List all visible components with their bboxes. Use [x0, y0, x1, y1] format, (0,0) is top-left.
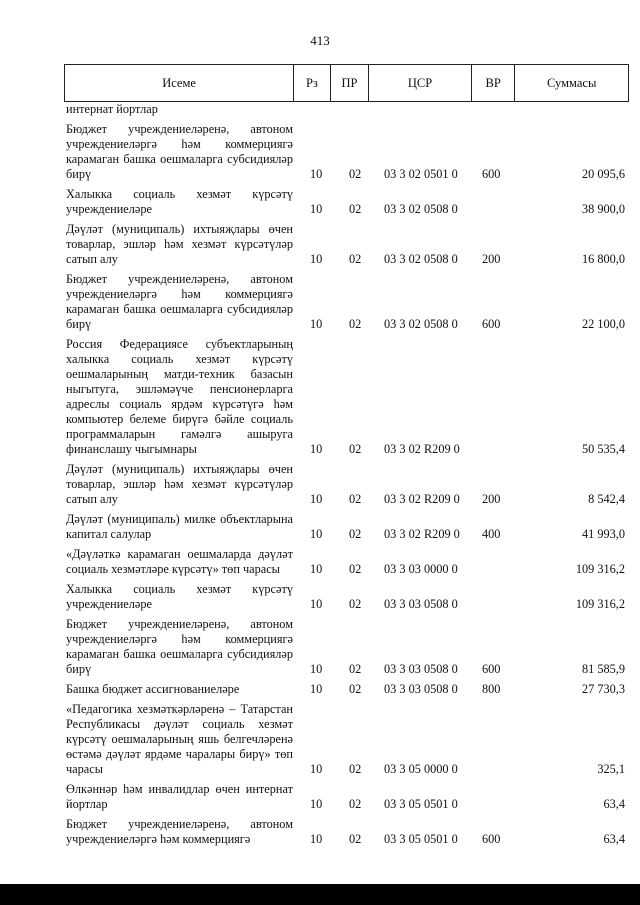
- row-vr: 200: [482, 492, 501, 506]
- table-row: [66, 617, 629, 677]
- table-row: [66, 102, 629, 117]
- row-vr: 600: [482, 167, 501, 181]
- row-csr: 03 3 02 R209 0: [384, 442, 460, 456]
- table-row: [66, 782, 629, 812]
- row-csr: 03 3 02 R209 0: [384, 492, 460, 506]
- scan-border: [0, 884, 640, 905]
- table-row: [66, 702, 629, 777]
- row-rz: 10: [310, 662, 323, 676]
- row-name: Бюджет учреждениеләренә, автоном учреждениеләргә һәм коммерциягә карамаган башка оешмаларга субсидияләр бирү: [66, 617, 293, 676]
- table-row: [66, 122, 629, 182]
- row-vr: 200: [482, 252, 501, 266]
- row-pr: 02: [349, 832, 362, 846]
- row-pr: 02: [349, 492, 362, 506]
- row-csr: 03 3 05 0501 0: [384, 832, 458, 846]
- row-vr: 400: [482, 527, 501, 541]
- row-name: Башка бюджет ассигнованиеләре: [66, 682, 240, 696]
- row-rz: 10: [310, 252, 323, 266]
- row-pr: 02: [349, 597, 362, 611]
- row-rz: 10: [310, 797, 323, 811]
- table-row: [66, 222, 629, 267]
- row-csr: 03 3 02 R209 0: [384, 527, 460, 541]
- row-pr: 02: [349, 317, 362, 331]
- row-rz: 10: [310, 442, 323, 456]
- row-sum: 109 316,2: [575, 597, 625, 611]
- row-vr: 600: [482, 832, 501, 846]
- row-pr: 02: [349, 662, 362, 676]
- row-csr: 03 3 03 0508 0: [384, 682, 458, 696]
- row-name: Дәүләт (муниципаль) милке объектларына капитал салулар: [66, 512, 293, 541]
- row-name: «Педагогика хезмәткәрләренә – Татарстан Республикасы дәүләт социаль хезмәт күрсәтү оешмаларының яшь белгечләренә өстәмә дәүләт ярдәме чаралары бирү» төп чарасы: [66, 702, 293, 776]
- row-pr: 02: [349, 167, 362, 181]
- row-sum: 109 316,2: [575, 562, 625, 576]
- row-name: Бюджет учреждениеләренә, автоном учреждениеләргә һәм коммерциягә карамаган башка оешмаларга субсидияләр бирү: [66, 272, 293, 331]
- row-rz: 10: [310, 832, 323, 846]
- row-vr: 600: [482, 662, 501, 676]
- row-vr: 800: [482, 682, 501, 696]
- row-name: Бюджет учреждениеләренә, автоном учреждениеләргә һәм коммерциягә карамаган башка оешмаларга субсидияләр бирү: [66, 122, 293, 181]
- row-name: «Дәүләткә карамаган оешмаларда дәүләт социаль хезмәтләре күрсәтү» төп чарасы: [66, 547, 293, 576]
- row-rz: 10: [310, 682, 323, 696]
- table-row: [66, 462, 629, 507]
- row-sum: 20 095,6: [581, 167, 625, 181]
- row-csr: 03 3 03 0508 0: [384, 597, 458, 611]
- row-name: Бюджет учреждениеләренә, автоном учреждениеләргә һәм коммерциягә: [66, 817, 293, 846]
- row-rz: 10: [310, 167, 323, 181]
- row-name: Халыкка социаль хезмәт күрсәтү учреждениеләре: [66, 582, 293, 611]
- row-rz: 10: [310, 317, 323, 331]
- row-pr: 02: [349, 442, 362, 456]
- row-name: Дәүләт (муниципаль) ихтыяҗлары өчен товарлар, эшләр һәм хезмәт күрсәтүләр сатып алу: [66, 222, 293, 266]
- row-pr: 02: [349, 252, 362, 266]
- row-name: Россия Федерациясе субъектларының халыкка социаль хезмәт күрсәтү оешмаларының матди-техник базасын ныгытуга, эшләмәүче пенсионерларга адреслы социаль ярдәм күрсәтүгә һәм компьютер белеме бирүгә бәйле социаль программаларын гамәлгә ашыруга финанслашу чыгымнары: [66, 337, 293, 456]
- row-rz: 10: [310, 597, 323, 611]
- row-name: Халыкка социаль хезмәт күрсәтү учреждениеләре: [66, 187, 293, 216]
- header-name: Исеме: [65, 65, 294, 101]
- row-pr: 02: [349, 797, 362, 811]
- header-sum: Суммасы: [547, 75, 597, 90]
- row-rz: 10: [310, 492, 323, 506]
- row-sum: 63,4: [603, 797, 625, 811]
- table-row: [66, 582, 629, 612]
- row-name: Өлкәннәр һәм инвалидлар өчен интернат йортлар: [66, 782, 293, 811]
- row-sum: 81 585,9: [581, 662, 625, 676]
- row-sum: 27 730,3: [581, 682, 625, 696]
- row-csr: 03 3 05 0000 0: [384, 762, 458, 776]
- row-pr: 02: [349, 762, 362, 776]
- row-pr: 02: [349, 562, 362, 576]
- row-sum: 38 900,0: [581, 202, 625, 216]
- row-name: интернат йортлар: [66, 102, 158, 116]
- row-pr: 02: [349, 682, 362, 696]
- header-rz: Рз: [294, 65, 331, 101]
- row-csr: 03 3 02 0508 0: [384, 202, 458, 216]
- row-sum: 325,1: [597, 762, 625, 776]
- row-rz: 10: [310, 527, 323, 541]
- row-rz: 10: [310, 762, 323, 776]
- row-pr: 02: [349, 202, 362, 216]
- header-pr: ПР: [331, 65, 370, 101]
- row-sum: 8 542,4: [588, 492, 625, 506]
- row-rz: 10: [310, 202, 323, 216]
- row-sum: 16 800,0: [581, 252, 625, 266]
- row-csr: 03 3 02 0508 0: [384, 252, 458, 266]
- row-csr: 03 3 02 0501 0: [384, 167, 458, 181]
- table-row: [66, 512, 629, 542]
- row-rz: 10: [310, 562, 323, 576]
- table-row: [66, 817, 629, 847]
- table-row: [66, 682, 629, 697]
- row-name: Дәүләт (муниципаль) ихтыяҗлары өчен товарлар, эшләр һәм хезмәт күрсәтүләр сатып алу: [66, 462, 293, 506]
- row-sum: 22 100,0: [581, 317, 625, 331]
- row-csr: 03 3 02 0508 0: [384, 317, 458, 331]
- row-csr: 03 3 05 0501 0: [384, 797, 458, 811]
- table-row: [66, 337, 629, 457]
- row-csr: 03 3 03 0000 0: [384, 562, 458, 576]
- page-number: 413: [310, 33, 330, 48]
- row-pr: 02: [349, 527, 362, 541]
- table-row: [66, 272, 629, 332]
- row-csr: 03 3 03 0508 0: [384, 662, 458, 676]
- table-row: [66, 187, 629, 217]
- table-row: [66, 547, 629, 577]
- row-sum: 41 993,0: [581, 527, 625, 541]
- table-body: [66, 102, 629, 847]
- header-vr: ВР: [472, 65, 515, 101]
- row-sum: 63,4: [603, 832, 625, 846]
- header-csr: ЦСР: [369, 65, 472, 101]
- row-vr: 600: [482, 317, 501, 331]
- table-header: [64, 64, 629, 102]
- row-sum: 50 535,4: [581, 442, 625, 456]
